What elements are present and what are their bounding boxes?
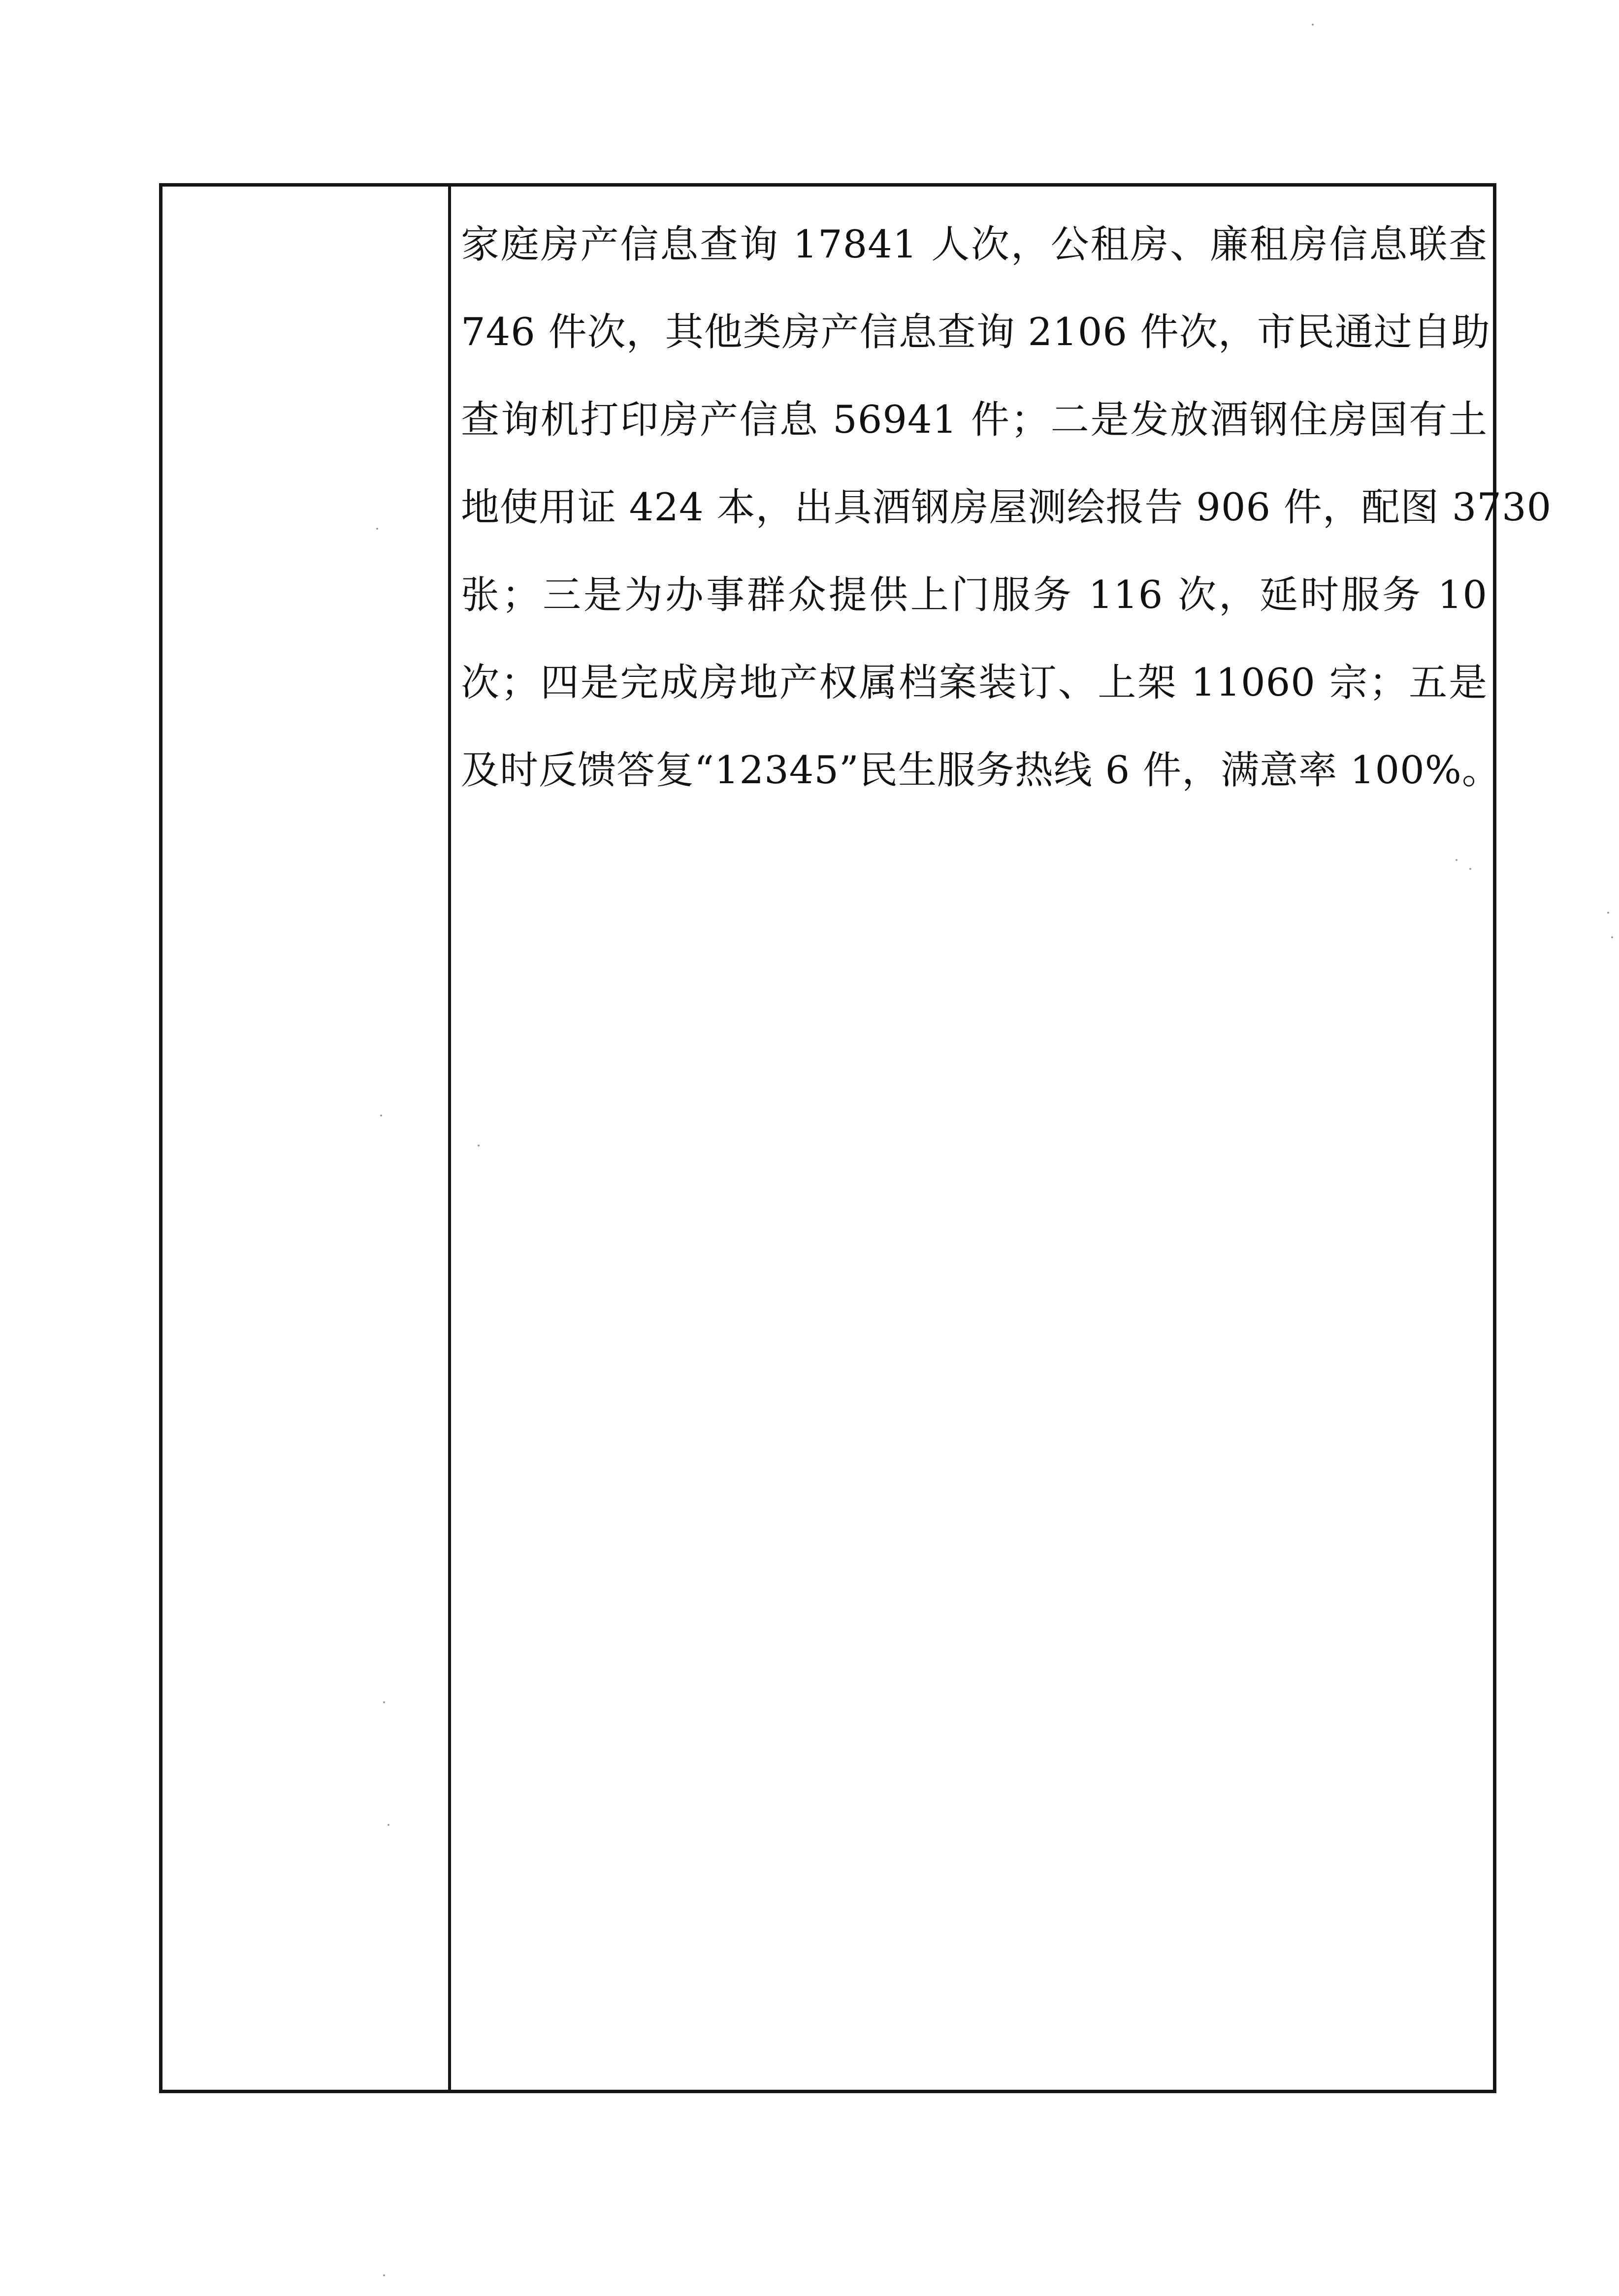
paragraph-line: 746 件次，其他类房产信息查询 2106 件次，市民通过自助 [461,310,1490,354]
scan-speck [383,1701,385,1703]
scan-speck [1611,936,1613,938]
paragraph-line: 家庭房产信息查询 17841 人次，公租房、廉租房信息联查 [461,223,1488,267]
paragraph-line: 及时反馈答复“12345”民生服务热线 6 件，满意率 100%。 [461,748,1501,793]
scan-speck [380,1115,382,1116]
paragraph-line: 次；四是完成房地产权属档案装订、上架 11060 宗；五是 [461,661,1488,705]
paragraph-line: 地使用证 424 本，出具酒钢房屋测绘报告 906 件，配图 3730 [461,485,1552,530]
scan-speck [478,1145,480,1147]
scan-speck [1469,868,1471,870]
form-table [159,183,1552,2093]
scan-speck [1607,912,1609,914]
table-left-cell [162,187,451,2090]
scan-speck [376,528,378,530]
scan-speck [1456,859,1457,861]
scan-speck [1312,24,1314,26]
table-content-cell [451,187,1552,2090]
paragraph-line: 张；三是为办事群众提供上门服务 116 次，延时服务 10 [461,573,1488,617]
scan-speck [383,2274,385,2276]
scan-speck [388,1824,389,1826]
paragraph-line: 查询机打印房产信息 56941 件；二是发放酒钢住房国有土 [461,398,1488,442]
